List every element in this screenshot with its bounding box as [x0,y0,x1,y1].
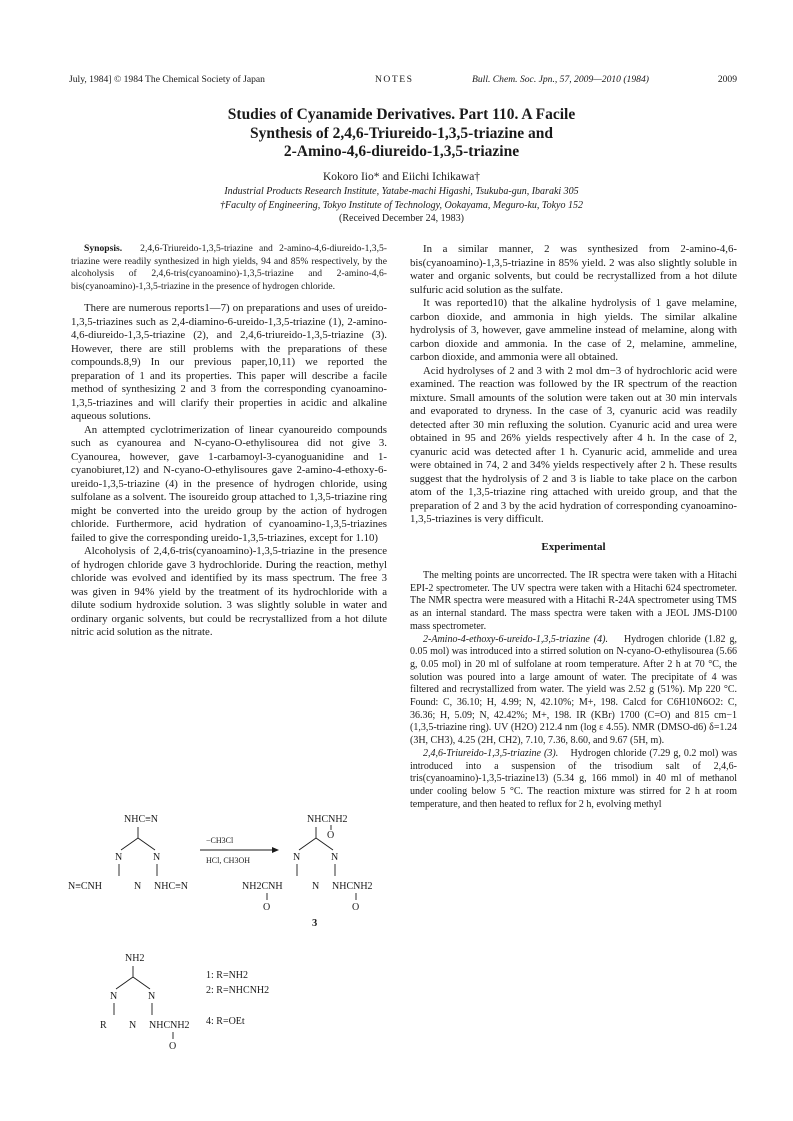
compound-3-procedure: Hydrogen chloride (7.29 g, 0.2 mol) was introduced into a suspension of the trisodium salt of 2,4,6-tris(cyanoamino)-1,3,5-triazine13) (5.34 g, 166 mmol) in 40 ml of methanol under cooling below 5 °C. The reaction mixture was stirred for 2 h at room temperature, and then heated to reflux for 2 h, evolving methyl [410,747,737,810]
bond [133,977,150,989]
general-top-substituent: NH2 [125,953,145,964]
body-paragraph: Alcoholysis of 2,4,6-tris(cyanoamino)-1,3,5-triazine in the presence of hydrogen chloride gave 3 hydrochloride. During the reaction, methyl chloride was evolved and identified by its mass spectrum. The free 3 was given in 94% yield by the treatment of its hydrochloride with a dilute sodium hydroxide solution. 3 was slightly soluble in water and ordinary organic solvents, but could be recrystallized from a hot dilute nitric acid solution as the nitrate. [71,545,387,639]
affiliation-2: †Faculty of Engineering, Tokyo Institute of Technology, Ookayama, Meguro-ku, Tokyo 152 [220,199,583,211]
bond [116,977,133,989]
carbonyl-oxygen: O [169,1041,177,1052]
general-right-substituent: NHCNH2 [149,1020,190,1031]
general-left-substituent: R [100,1020,107,1031]
synopsis [71,243,387,293]
compound-4-heading: 2-Amino-4-ethoxy-6-ureido-1,3,5-triazine (4). [423,633,608,645]
ring-atom: N [293,852,301,863]
body-paragraph: An attempted cyclotrimerization of linear cyanoureido compounds such as cyanourea and N-cyano-O-ethylisourea did not give 3. Cyanourea, however, gave 1-carbamoyl-3-cyanoguanidine and 1-cyanobiuret,12) and N-cyano-O-ethylisoures gave 2-amino-4-ethoxy-6-ureido-1,3,5-triazine (4) in the presence of hydrogen chloride, using sulfolane as a solvent. The isoureido group attached to 1,3,5-triazine ring might be converted into the ureido group by the action of hydrogen chloride. Furthermore, acid hydration of cyanoamino-1,3,5-triazines failed to give the corresponding ureido-1,3,5-triazines, except for 1.10) [71,423,387,544]
title-line-2: Synthesis of 2,4,6-Triureido-1,3,5-triazine and [250,124,553,142]
compound-3-heading: 2,4,6-Triureido-1,3,5-triazine (3). [423,747,559,759]
carbonyl-oxygen: O [352,902,360,913]
compound-4-procedure: Hydrogen chloride (1.82 g, 0.05 mol) was introduced into a stirred solution on N-cyano-O-ethylisourea (5.66 g, 0.05 mol) in 20 ml of sulfolane at room temperature. After 2 h at 70 °C, the solution was poured into a large amount of water. The precipitate of 4 was filtered and recrystallized from water. The yield was 2.52 g (51%). Mp 220 °C. Found: C, 36.10; H, 4.99; N, 42.10%; M+, 198. Calcd for C6H10N6O2: C, 36.36; H, 5.09; N, 42.42%; M+, 198. IR (KBr) 1700 (C=O) and 815 cm−1 (1,3,5-triazine ring). UV (H2O) 212.4 nm (log ε 4.55). NMR (DMSO-d6) δ=1.24 (3H, CH3), 4.25 (2H, CH2), 7.10, 7.36, 8.60, and 9.67 (5H, m). [410,633,737,747]
body-paragraph: It was reported10) that the alkaline hydrolysis of 1 gave melamine, carbon dioxide, and ammonia in high yields. The similar alkaline hydrolysis of 3, however, gave ammeline instead of melamine, along with carbon dioxide and ammonia. In the case of 2, melamine, ammeline, carbon dioxide, and ammonia were all obtained. [410,297,737,363]
reaction-scheme-drawing [66,800,396,1110]
product-left-substituent: NH2CNH [242,881,283,892]
body-paragraph: Acid hydrolyses of 2 and 3 with 2 mol dm−3 of hydrochloric acid were examined. The reaction was followed by the IR spectrum of the reaction mixture. Small amounts of the solution were taken out at 30 min intervals and evaporated to dryness. In the case of 3, cyanuric acid was readily detected after 30 min refluxing the solution. Cyanuric acid and urea were obtained in 95 and 26% yields respectively after 4 h. In the case of 2, cyanuric acid was detected after 1 h. Cyanuric acid, ammelide and urea were obtained in 74, 2 and 34% yields respectively after 2 h. These results suggest that the hydrolysis of 2 and 3 is liable to take place on the carbon atom of the 1,3,5-triazine ring attached with ureido group, and that the preparation of 2 and 3 by the acid hydration of corresponding cyanoamino-1,3,5-triazines is very difficult. [410,364,737,525]
ring-atom: N [331,852,339,863]
bond [138,838,155,850]
ring-atom: N [153,852,161,863]
ring-atom: N [148,991,156,1002]
synopsis-text: 2,4,6-Triureido-1,3,5-triazine and 2-amino-4,6-diureido-1,3,5-triazine were readily synthesized in high yields, 94 and 85% respectively, by the alcoholysis of 2,4,6-tris(cyanoamino)-1,3,5-triazine and 2-amino-4,6-bis(cyanoamino)-1,3,5-triazine in the presence of hydrogen chloride. [71,243,387,292]
running-head-left: July, 1984] © 1984 The Chemical Society of Japan [69,74,265,85]
carbonyl-oxygen: O [263,902,271,913]
arrow-bottom-label: HCl, CH3OH [206,856,251,865]
left-column [71,243,387,640]
bond [121,838,138,850]
ring-atom: N [129,1020,137,1031]
start-left-substituent: N≡CNH [68,881,102,892]
carbonyl-oxygen: O [327,830,335,841]
received-date: (Received December 24, 1983) [339,212,464,224]
running-head-section: NOTES [375,74,414,85]
bond [299,838,316,850]
ring-atom: N [312,881,320,892]
legend-compound-2: 2: R=NHCNH2 [206,985,270,996]
product-top-substituent: NHCNH2 [307,814,348,825]
ring-atom: N [115,852,123,863]
legend-compound-4: 4: R=OEt [206,1016,245,1027]
arrow-top-label: −CH3Cl [206,836,234,845]
synopsis-label: Synopsis. [84,243,123,254]
title-line-3: 2-Amino-4,6-diureido-1,3,5-triazine [283,143,520,160]
authors: Kokoro Iio* and Eiichi Ichikawa† [322,170,481,183]
experimental-heading: Experimental [541,540,606,553]
arrow-head [272,847,279,853]
running-head [69,73,737,87]
ring-atom: N [110,991,118,1002]
experimental-section [410,570,737,811]
start-top-substituent: NHC≡N [124,814,158,825]
start-right-substituent: NHC≡N [154,881,188,892]
experimental-paragraph: The melting points are uncorrected. The IR spectra were taken with a Hitachi EPI-2 spectrometer. The UV spectra were taken with a Hitachi 624 spectrometer. The NMR spectra were measured with a Hitachi R-24A spectrometer using TMS as an internal standard. The mass spectra were taken with a JEOL JMS-D100 mass spectrometer. [410,570,737,632]
experimental-paragraph [410,748,737,812]
experimental-paragraph [410,634,737,748]
article-title [100,106,703,162]
title-line-1: Studies of Cyanamide Derivatives. Part 110. A Facile [227,106,576,123]
page-number: 2009 [717,74,737,85]
legend-compound-1: 1: R=NH2 [206,970,249,981]
title-block [100,106,703,225]
compound-number-3: 3 [312,918,318,929]
running-head-citation: Bull. Chem. Soc. Jpn., 57, 2009—2010 (1984) [472,74,649,85]
product-right-substituent: NHCNH2 [332,881,373,892]
body-paragraph: There are numerous reports1—7) on preparations and uses of ureido-1,3,5-triazines such as 2,4-diamino-6-ureido-1,3,5-triazine (1), 2-amino-4,6-diureido-1,3,5-triazine (2), and 2,4,6-triureido-1,3,5-triazine (3). However, there are still problems with the preparations of these compounds.8,9) In our previous paper,10,11) we reported the preparation of 1 and its properties. This paper will describe a facile method of synthesizing 2 and 3 from the corresponding cyanoamino-1,3,5-triazines and will clarify their properties in acidic and alkaline aqueous solutions. [71,302,387,423]
body-paragraph: In a similar manner, 2 was synthesized from 2-amino-4,6-bis(cyanoamino)-1,3,5-triazine in 85% yield. 2 was also slightly soluble in water and organic solvents, but could be recrystallized from a hot dilute sulfuric acid solution as the sulfate. [410,243,737,296]
ring-atom: N [134,881,142,892]
reaction-scheme [66,800,396,1110]
affiliation-1: Industrial Products Research Institute, Yatabe-machi Higashi, Tsukuba-gun, Ibaraki 305 [224,185,579,197]
right-column [410,243,737,811]
